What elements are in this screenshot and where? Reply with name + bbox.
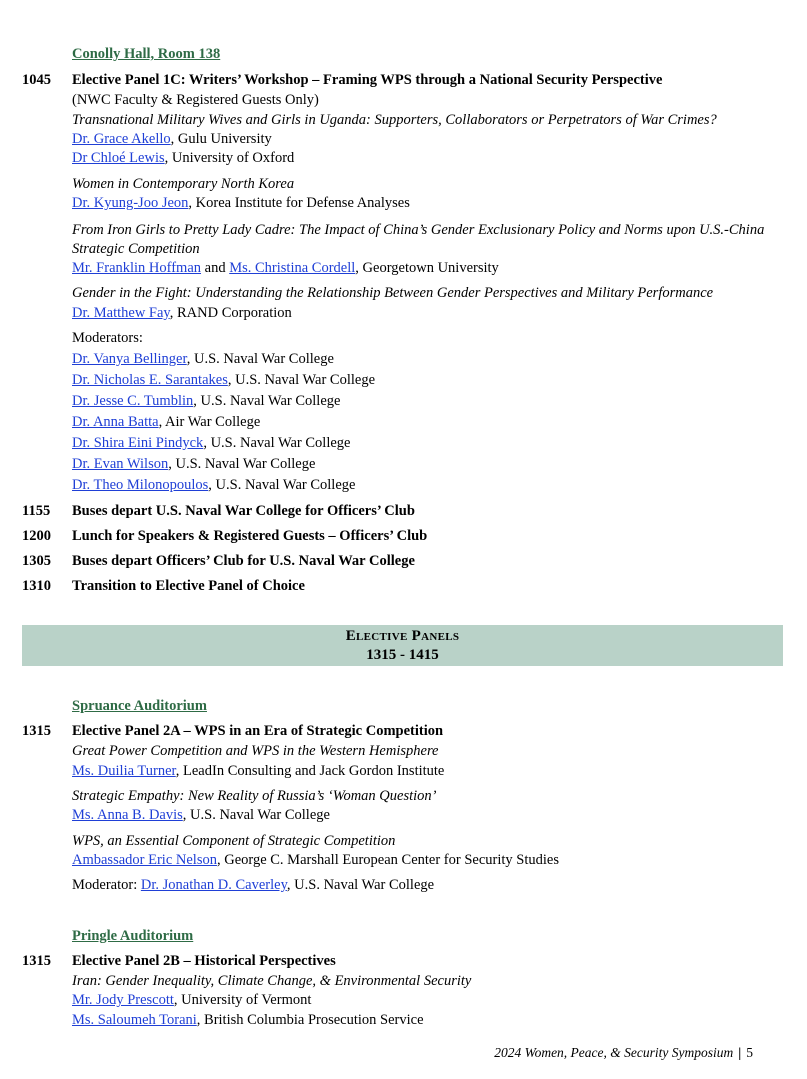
author-link[interactable]: Ms. Anna B. Davis [72,807,183,823]
schedule-time: 1200 [22,528,51,544]
moderator-affiliation: , U.S. Naval War College [203,435,351,451]
author-link[interactable]: Ms. Christina Cordell [229,260,356,276]
author-affiliation: , Gulu University [170,131,272,147]
moderator-link[interactable]: Dr. Jonathan D. Caverley [140,877,287,893]
moderator-affiliation: , Air War College [158,414,261,430]
moderators-label: Moderators: [72,330,143,346]
session-time: 1315 [22,723,51,739]
paper-title: From Iron Girls to Pretty Lady Cadre: The Impact of China’s Gender Exclusionary Policy and Norms upon U.S.-China Strategic Competition [72,222,765,257]
moderator-line [72,351,334,368]
author-line [72,992,311,1009]
author-line [72,763,444,780]
moderator-affiliation: , U.S. Naval War College [208,477,356,493]
paper-title: Gender in the Fight: Understanding the Relationship Between Gender Perspectives and Military Performance [72,285,714,301]
moderator-affiliation: , U.S. Naval War College [186,351,334,367]
moderator-link[interactable]: Dr. Evan Wilson [72,456,169,472]
venue-heading-spruance: Spruance Auditorium [72,698,207,714]
author-link[interactable]: Ms. Duilia Turner [72,763,176,779]
venue-heading-conolly-hall: Conolly Hall, Room 138 [72,46,221,62]
schedule-item: Buses depart U.S. Naval War College for Officers’ Club [72,503,415,519]
moderator-affiliation: , U.S. Naval War College [286,877,435,893]
author-affiliation: , George C. Marshall European Center for Security Studies [216,852,559,868]
attendance-note: (NWC Faculty & Registered Guests Only) [72,92,319,108]
session-time: 1045 [22,72,51,88]
moderator-link[interactable]: Dr. Vanya Bellinger [72,351,187,367]
author-line [72,852,559,869]
author-affiliation: , U.S. Naval War College [182,807,330,823]
moderator-label: Moderator: [72,877,141,893]
author-affiliation: , Korea Institute for Defense Analyses [188,195,410,211]
author-line [72,305,292,322]
author-affiliation: , RAND Corporation [169,305,292,321]
author-conjunction: and [201,260,230,276]
moderator-link[interactable]: Dr. Shira Eini Pindyck [72,435,204,451]
author-link[interactable]: Ms. Saloumeh Torani [72,1012,197,1028]
author-affiliation: , Georgetown University [355,260,499,276]
paper-title: WPS, an Essential Component of Strategic Competition [72,833,396,849]
author-line [72,807,330,824]
moderator-link[interactable]: Dr. Anna Batta [72,414,159,430]
elective-panels-banner [22,625,783,666]
moderator-line [72,477,355,494]
author-line [72,195,410,212]
moderator-line [72,877,434,894]
moderator-line [72,435,350,452]
page-number: 5 [746,1045,753,1060]
venue-heading-pringle: Pringle Auditorium [72,928,194,944]
schedule-time: 1305 [22,553,51,569]
paper-title: Strategic Empathy: New Reality of Russia’s ‘Woman Question’ [72,788,437,804]
author-link[interactable]: Ambassador Eric Nelson [72,852,217,868]
moderator-line [72,393,340,410]
page-footer [494,1045,753,1061]
paper-title: Women in Contemporary North Korea [72,176,295,192]
paper-title: Great Power Competition and WPS in the Western Hemisphere [72,743,439,759]
moderator-affiliation: , U.S. Naval War College [168,456,316,472]
session-title: Elective Panel 1C: Writers’ Workshop – Framing WPS through a National Security Perspective [72,72,663,88]
moderator-link[interactable]: Dr. Theo Milonopoulos [72,477,209,493]
author-line [72,260,499,277]
author-link[interactable]: Dr. Matthew Fay [72,305,170,321]
footer-title: 2024 Women, Peace, & Security Symposium [494,1045,734,1060]
schedule-time: 1310 [22,578,51,594]
author-link[interactable]: Mr. Franklin Hoffman [72,260,202,276]
schedule-item: Buses depart Officers’ Club for U.S. Naval War College [72,553,415,569]
author-affiliation: , University of Vermont [173,992,312,1008]
author-affiliation: , LeadIn Consulting and Jack Gordon Institute [175,763,445,779]
schedule-time: 1155 [22,503,51,519]
moderator-line [72,414,260,431]
author-affiliation: , British Columbia Prosecution Service [196,1012,424,1028]
author-line [72,131,272,148]
author-link[interactable]: Dr. Kyung-Joo Jeon [72,195,189,211]
banner-time: 1315 - 1415 [366,647,439,663]
banner-title: Elective Panels [345,628,460,644]
author-link[interactable]: Dr. Grace Akello [72,131,171,147]
paper-title: Iran: Gender Inequality, Climate Change, & Environmental Security [72,973,472,989]
moderator-link[interactable]: Dr. Nicholas E. Sarantakes [72,372,228,388]
author-link[interactable]: Dr Chloé Lewis [72,150,165,166]
session-title: Elective Panel 2A – WPS in an Era of Strategic Competition [72,723,444,739]
author-affiliation: , University of Oxford [164,150,295,166]
schedule-item: Transition to Elective Panel of Choice [72,578,305,594]
moderator-affiliation: , U.S. Naval War College [193,393,341,409]
footer-separator: | [738,1045,742,1060]
author-line [72,150,294,167]
schedule-item: Lunch for Speakers & Registered Guests – Officers’ Club [72,528,428,544]
session-title: Elective Panel 2B – Historical Perspectives [72,953,336,969]
moderator-affiliation: , U.S. Naval War College [227,372,376,388]
moderator-line [72,372,375,389]
session-time: 1315 [22,953,51,969]
moderator-line [72,456,315,473]
author-link[interactable]: Mr. Jody Prescott [72,992,174,1008]
author-line [72,1012,424,1029]
paper-title: Transnational Military Wives and Girls in Uganda: Supporters, Collaborators or Perpetrators of War Crimes? [72,112,717,128]
moderator-link[interactable]: Dr. Jesse C. Tumblin [72,393,194,409]
